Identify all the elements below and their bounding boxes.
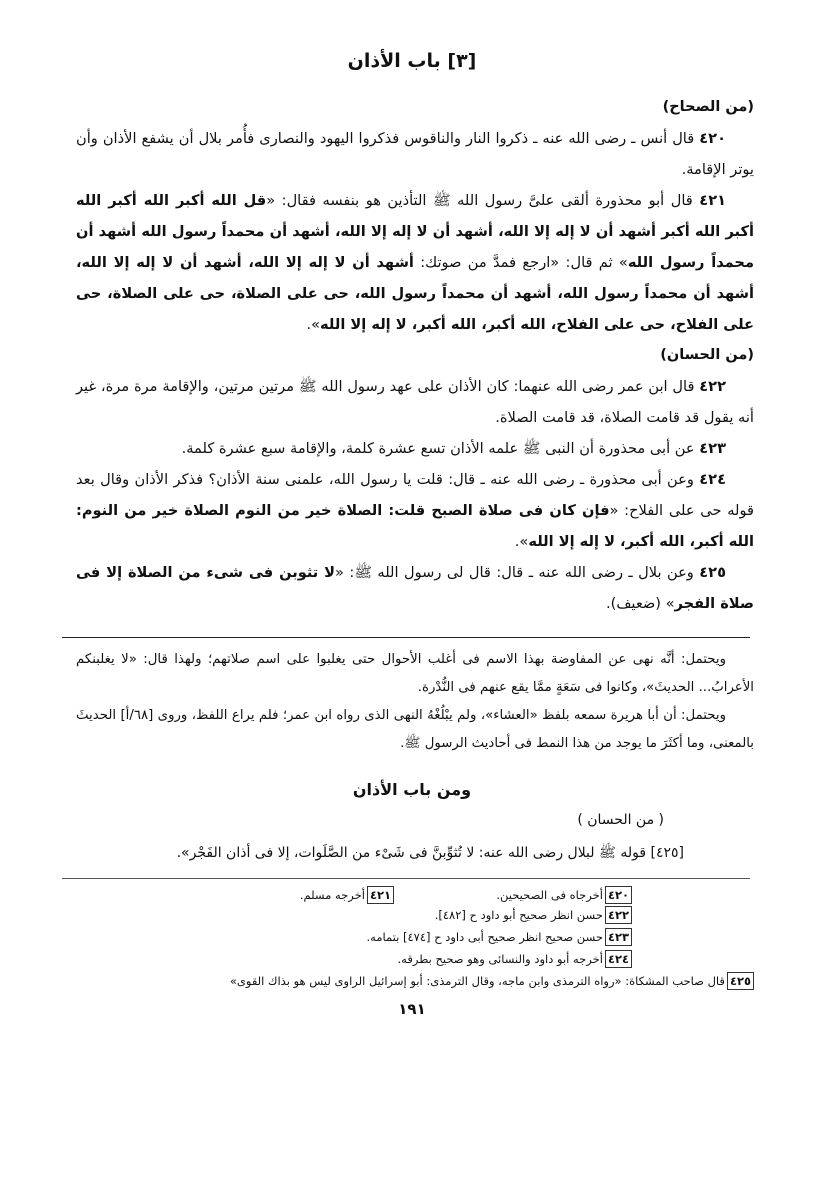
hadith-425 — [76, 557, 754, 619]
hadith-424 — [76, 464, 754, 557]
footnote-420 — [496, 886, 632, 904]
footnote-number: ٤٢٣ — [605, 928, 632, 946]
hadith-number: ٤٢٥ — [699, 564, 726, 581]
footnote-425 — [230, 972, 754, 990]
footnote-text: قال صاحب المشكاة: «رواه الترمذى وابن ماجه، وقال الترمذى: أبو إسرائيل الراوى ليس هو بذاك القوى» — [229, 974, 725, 988]
sub-section-header: ( من الحسان ) — [577, 812, 664, 828]
footnote-422 — [435, 906, 632, 924]
commentary — [76, 646, 754, 758]
footnote-text: أخرجه أبو داود والنسائى وهو صحيح بطرقه. — [397, 952, 603, 966]
footnote-423 — [367, 928, 632, 946]
main-text — [76, 92, 754, 619]
hadith-text: وعن أبى محذورة ـ رضى الله عنه ـ قال: قلت يا رسول الله، علمنى سنة الأذان؟ فذكر الأذان وقال بعد قوله حى على الفلاح: « — [76, 471, 754, 519]
footnote-number: ٤٢١ — [367, 886, 394, 904]
hadith-text: » (ضعيف). — [605, 595, 675, 612]
section-header-sihah: (من الصحاح) — [662, 99, 754, 115]
section-header-hisan: (من الحسان) — [660, 347, 754, 363]
commentary-text: ويحتمل: أن أبا هريرة سمعه بلفظ «العشاء»، ولم يبْلُغْهُ النهى الذى رواه ابن عمر؛ فلم يراع اللفظ، وروى [٦٨/أ] الحديثَ بالمعنى، وما أكثَرَ ما يوجد من هذا النمط فى أحاديث الرسول ﷺ. — [76, 708, 754, 751]
hadith-number: ٤٢٠ — [699, 130, 726, 147]
footnote-divider — [62, 878, 750, 879]
footnote-text: حسن صحيح انظر صحيح أبى داود ح [٤٧٤] بتمامه. — [366, 930, 603, 944]
footnote-text: حسن انظر صحيح أبو داود ح [٤٨٢]. — [434, 908, 603, 922]
hadith-text: » ثم قال: «ارجع فمدَّ من صوتك: — [413, 254, 628, 271]
hadith-text: ». — [514, 533, 529, 550]
hadith-text: ». — [306, 316, 321, 333]
hadith-number: ٤٢٤ — [699, 471, 726, 488]
hadith-quote: لا تثوبن فى شىء من الصلاة إلا فى صلاة الفجر — [76, 564, 754, 612]
footnote-number: ٤٢٢ — [605, 906, 632, 924]
hadith-text: عن أبى محذورة أن النبى ﷺ علمه الأذان تسع عشرة كلمة، والإقامة سبع عشرة كلمة. — [181, 440, 695, 457]
hadith-number: ٤٢١ — [699, 192, 727, 209]
commentary-text: ويحتمل: أنَّه نهى عن المفاوضة بهذا الاسم فى أغلب الأحوال حتى يغلبوا على اسم صلاتهم؛ ولهذا قال: «لا يغلبنكم الأعرابُ... الحديثَ»، وكانوا فى سَعَةٍ ممَّا يقع عنهم فى النُّدْرة. — [76, 652, 754, 695]
page-number: ١٩١ — [398, 1000, 426, 1018]
footnote-text: أخرجه مسلم. — [299, 888, 365, 902]
hadith-420 — [76, 123, 754, 185]
hadith-text: قال أبو محذورة ألقى علىَّ رسول الله ﷺ التأذين هو بنفسه فقال: « — [266, 192, 693, 209]
hadith-number: ٤٢٢ — [699, 378, 726, 395]
hadith-text: قال أنس ـ رضى الله عنه ـ ذكروا النار والناقوس فذكروا اليهود والنصارى فأُمر بلال أن يشفع الأذان وأن يوتر الإقامة. — [76, 130, 754, 178]
footnote-text: أخرجاه فى الصحيحين. — [496, 888, 603, 902]
hadith-text: قال ابن عمر رضى الله عنهما: كان الأذان على عهد رسول الله ﷺ مرتين مرتين، والإقامة مرة مرة، غير أنه يقول قد قامت الصلاة، قد قامت الصلاة. — [76, 378, 754, 426]
sub-section-title: ومن باب الأذان — [352, 780, 472, 799]
hadith-number: ٤٢٣ — [699, 440, 726, 457]
hadith-423 — [76, 433, 754, 464]
commentary-divider — [62, 637, 750, 638]
sub-section-text: [٤٢٥] قوله ﷺ لبلال رضى الله عنه: لا تُثوِّبنَّ فى شَىْء من الصَّلَوات، إلا فى أذان الفَجْر». — [176, 845, 684, 861]
footnote-421 — [300, 886, 394, 904]
commentary-paragraph — [76, 702, 754, 758]
footnote-number: ٤٢٠ — [605, 886, 632, 904]
commentary-paragraph — [76, 646, 754, 702]
chapter-title: [٣] باب الأذان — [347, 50, 477, 72]
hadith-quote: فإن كان فى صلاة الصبح قلت: الصلاة خير من النوم الصلاة خير من النوم: الله أكبر، الله أكبر، لا إله إلا الله — [76, 502, 754, 550]
hadith-421 — [76, 185, 754, 340]
footnote-number: ٤٢٥ — [727, 972, 754, 990]
hadith-quote: أشهد أن لا إله إلا الله، أشهد أن لا إله إلا الله، أشهد أن محمداً رسول الله، أشهد أن محمداً رسول الله، حى على الصلاة، حى على الصلاة، حى على الفلاح، حى على الفلاح، الله أكبر، الله أكبر، لا إله إلا الله — [76, 254, 754, 333]
footnote-424 — [398, 950, 632, 968]
hadith-text: وعن بلال ـ رضى الله عنه ـ قال: قال لى رسول الله ﷺ: « — [335, 564, 694, 581]
hadith-422 — [76, 371, 754, 433]
hadith-quote: قل الله أكبر الله أكبر الله أكبر الله أكبر أشهد أن لا إله إلا الله، أشهد أن لا إله إلا الله، أشهد أن محمداً رسول الله أشهد أن محمداً رسول الله — [76, 192, 754, 271]
footnote-number: ٤٢٤ — [605, 950, 632, 968]
